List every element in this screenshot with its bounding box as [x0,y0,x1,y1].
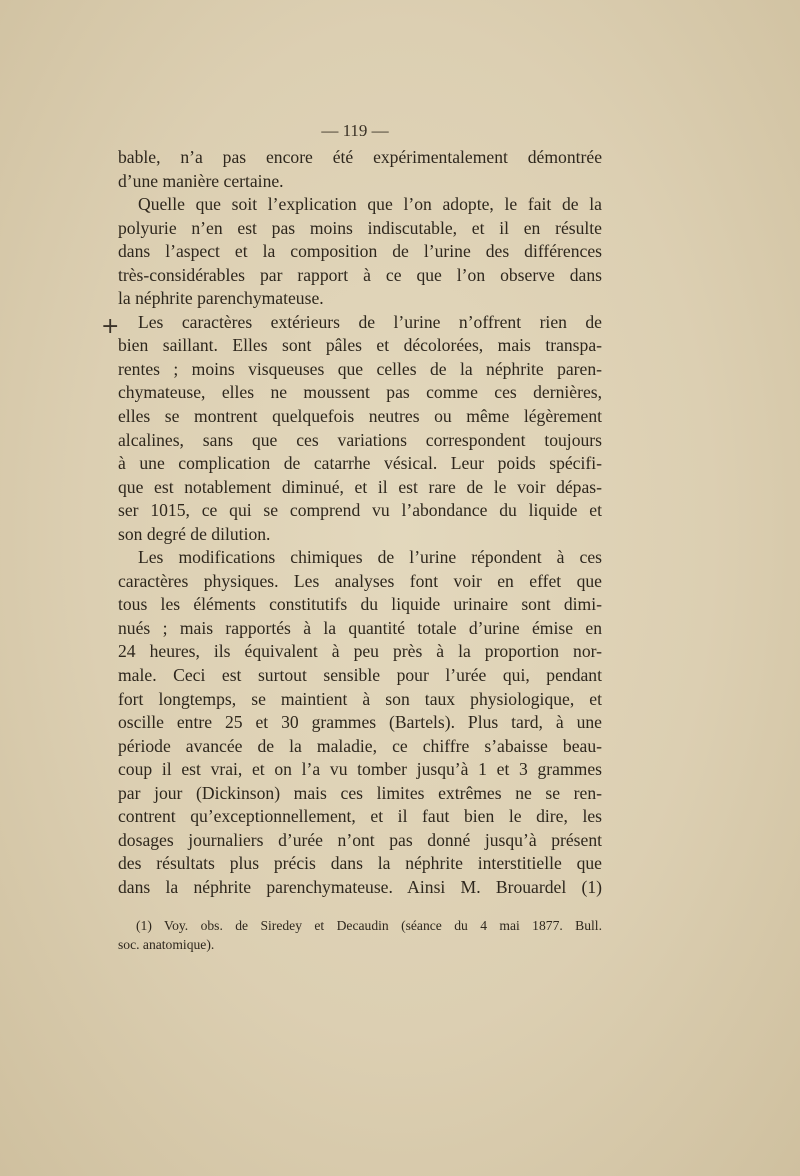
text-line: à une complication de catarrhe vésical. Leur poids spécifi- [118,453,602,474]
text-line: fort longtemps, se maintient à son taux physiologique, et [118,688,602,709]
text-line: oscille entre 25 et 30 grammes (Bartels). Plus tard, à une [118,712,602,733]
text-line: des résultats plus précis dans la néphrite interstitielle que [118,853,602,874]
text-line: dans la néphrite parenchymateuse. Ainsi M. Brouardel (1) [118,876,602,897]
footnote-line: soc. anatomique). [118,937,215,952]
text-line: dosages journaliers d’urée n’ont pas donné jusqu’à présent [118,829,602,850]
footnote [118,916,602,954]
text-line: période avancée de la maladie, ce chiffre s’abaisse beau- [118,735,602,756]
text-line: alcalines, sans que ces variations correspondent toujours [118,429,602,450]
text-line: caractères physiques. Les analyses font voir en effet que [118,570,602,591]
text-line: chymateuse, elles ne moussent pas comme ces dernières, [118,382,602,403]
text-line: que est notablement diminué, et il est rare de le voir dépas- [118,476,602,497]
text-line: polyurie n’en est pas moins indiscutable, et il en résulte [118,217,602,238]
body-text [118,146,602,900]
text-line: nués ; mais rapportés à la quantité totale d’urine émise en [118,617,602,638]
text-line: très-considérables par rapport à ce que l’on observe dans [118,264,602,285]
text-line: coup il est vrai, et on l’a vu tomber jusqu’à 1 et 3 grammes [118,759,602,780]
footnote-line: (1) Voy. obs. de Siredey et Decaudin (séance du 4 mai 1877. Bull. [136,918,602,933]
text-line: dans l’aspect et la composition de l’urine des différences [118,241,602,262]
text-line: contrent qu’exceptionnellement, et il faut bien le dire, les [118,806,602,827]
text-line: 24 heures, ils équivalent à peu près à la proportion nor- [118,641,602,662]
text-line: la néphrite parenchymateuse. [118,288,324,309]
margin-cross-mark: + [101,314,120,339]
text-line: Quelle que soit l’explication que l’on adopte, le fait de la [138,194,602,215]
text-line: par jour (Dickinson) mais ces limites extrêmes ne se ren- [118,782,602,803]
text-line: Les modifications chimiques de l’urine répondent à ces [138,547,602,568]
text-line: tous les éléments constitutifs du liquide urinaire sont dimi- [118,594,602,615]
text-line: ser 1015, ce qui se comprend vu l’abondance du liquide et [118,500,602,521]
text-line: bable, n’a pas encore été expérimentalement démontrée [118,147,602,167]
text-line: rentes ; moins visqueuses que celles de la néphrite paren- [118,358,602,379]
text-line: bien saillant. Elles sont pâles et décolorées, mais transpa- [118,335,602,356]
text-line: elles se montrent quelquefois neutres ou même légèrement [118,406,602,427]
text-line: d’une manière certaine. [118,170,284,191]
page-number: — 119 — [321,121,389,140]
text-line: male. Ceci est surtout sensible pour l’urée qui, pendant [118,665,602,686]
text-line: Les caractères extérieurs de l’urine n’offrent rien de [138,311,602,332]
text-line: son degré de dilution. [118,523,271,544]
